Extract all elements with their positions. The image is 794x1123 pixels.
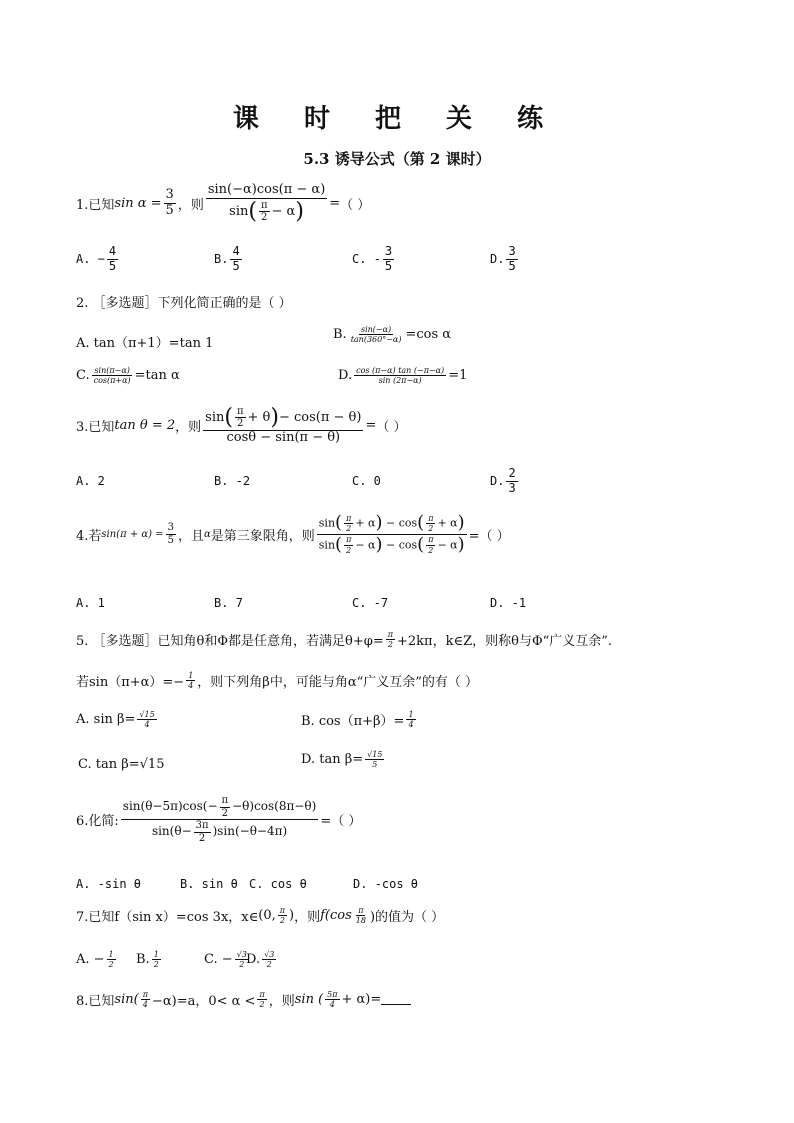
q5-option-a[interactable]: A. sin β= $\frac{√15}{4}$ bbox=[76, 710, 155, 730]
q7-option-a[interactable]: A. − $\frac{1}{2}$ bbox=[76, 950, 114, 970]
q4-option-c[interactable]: C. -7 bbox=[352, 596, 389, 610]
question-4: 4.若 sin(π + α) = $\frac{3}{5}$ ，且 α 是第三象限角，则 sin( $\frac{\pi}{2}$ + α) − cos( $\frac{\pi}{2}$ + α) sin( $\frac{\pi}{2}$ − α) − cos( $\frac{\pi}{2}$ − α) =（ ） bbox=[76, 512, 510, 555]
answer-paren: （ ） bbox=[340, 198, 371, 214]
q1-option-d[interactable]: D. $\frac{3}{5}$ bbox=[490, 244, 516, 273]
q4-option-b[interactable]: B. 7 bbox=[214, 596, 243, 610]
page-title: 课 时 把 关 练 bbox=[232, 104, 562, 134]
question-2-stem: 2. ［多选题］下列化简正确的是（ ） bbox=[76, 296, 292, 311]
question-7: 7.已知 f（sin x）=cos 3x，x∈ (0, $\frac{\pi}{2}$ ) ，则 f(cos $\frac{\pi}{18}$ )的值为（ ） bbox=[76, 906, 445, 926]
q3-option-c[interactable]: C. 0 bbox=[352, 474, 381, 489]
q7-option-d[interactable]: D. $\frac{√3}{2}$ bbox=[246, 950, 275, 970]
q5-option-d[interactable]: D. tan β= $\frac{√15}{5}$ bbox=[301, 750, 383, 770]
q2-option-b[interactable]: B. $\frac{\sin(-\alpha)}{\tan(360^\circ-\alpha)}$ =cos α bbox=[333, 325, 452, 345]
q6-option-b[interactable]: B. sin θ bbox=[180, 877, 238, 891]
q7-option-c[interactable]: C. − $\frac{√3}{2}$ bbox=[204, 950, 247, 970]
q3-option-a[interactable]: A. 2 bbox=[76, 474, 105, 489]
q1-denominator: sin( $\frac{\pi}{2}$ − α) bbox=[229, 198, 304, 224]
q6-option-c[interactable]: C. cos θ bbox=[249, 877, 307, 891]
question-1: 1.已知 sin α = $\frac{3}{5}$ ，则 sin(−α)cos(π − α) sin( $\frac{\pi}{2}$ − α) = （ ） bbox=[76, 182, 371, 224]
page-subtitle: 5.3 诱导公式（第 2 课时） bbox=[303, 150, 491, 168]
question-3: 3.已知 tan θ = 2 ，则 sin( $\frac{\pi}{2}$ + θ)− cos(π − θ) cosθ − sin(π − θ) = （ ） bbox=[76, 405, 407, 446]
q1-condition: sin α = bbox=[114, 196, 162, 212]
q6-options bbox=[76, 877, 418, 891]
q1-prefix: 1.已知 bbox=[76, 198, 115, 214]
q4-options bbox=[76, 596, 536, 610]
q1-numerator: sin(−α)cos(π − α) bbox=[207, 182, 326, 197]
q1-option-c[interactable]: C. - $\frac{3}{5}$ bbox=[352, 244, 393, 273]
question-5-line1: 5. ［多选题］已知角θ和Φ都是任意角，若满足θ+φ= $\frac{\pi}{2}$ +2kπ，k∈Z，则称θ与Φ“广义互余”. bbox=[76, 630, 613, 650]
q4-option-d[interactable]: D. -1 bbox=[490, 596, 527, 610]
q3-option-b[interactable]: B. -2 bbox=[214, 474, 251, 489]
q6-option-a[interactable]: A. -sin θ bbox=[76, 877, 142, 891]
q2-option-c[interactable]: C. $\frac{\sin(\pi-\alpha)}{\cos(\pi+\alpha)}$ =tan α bbox=[76, 366, 180, 386]
q1-expression bbox=[206, 183, 327, 224]
q1-option-b[interactable]: B. $\frac{4}{5}$ bbox=[214, 244, 240, 273]
question-5-line2: 若sin（π+α）=− $\frac{1}{4}$ ，则下列角β中，可能与角α“广义互余”的有（ ） bbox=[76, 671, 479, 691]
q4-expression: sin( $\frac{\pi}{2}$ + α) − cos( $\frac{\pi}{2}$ + α) sin( $\frac{\pi}{2}$ − α) − cos( $\frac{\pi}{2}$ − α) bbox=[318, 512, 465, 555]
q6-option-d[interactable]: D. -cos θ bbox=[353, 877, 419, 891]
q7-options bbox=[76, 950, 278, 969]
answer-blank[interactable] bbox=[381, 994, 411, 1005]
q3-expression: sin( $\frac{\pi}{2}$ + θ)− cos(π − θ) cosθ − sin(π − θ) bbox=[205, 405, 362, 446]
q3-option-d[interactable]: D. $\frac{2}{3}$ bbox=[490, 466, 516, 495]
question-6: 6.化简: sin(θ−5π)cos(− $\frac{\pi}{2}$ −θ)cos(8π−θ) sin(θ− $\frac{3\pi}{2}$ )sin(−θ−4π) =（ ） bbox=[76, 795, 362, 844]
q5-option-c[interactable]: C. tan β= √15 bbox=[78, 757, 165, 772]
q4-option-a[interactable]: A. 1 bbox=[76, 596, 105, 610]
q2-option-a[interactable]: A. tan（π+1）=tan 1 bbox=[76, 336, 214, 351]
q1-then: ，则 bbox=[177, 198, 204, 214]
q1-cond-fraction: $\frac{3}{5}$ bbox=[165, 187, 174, 219]
q6-expression: sin(θ−5π)cos(− $\frac{\pi}{2}$ −θ)cos(8π−θ) sin(θ− $\frac{3\pi}{2}$ )sin(−θ−4π) bbox=[122, 795, 317, 844]
q3-options bbox=[76, 467, 536, 496]
q1-options bbox=[76, 245, 536, 274]
q7-option-b[interactable]: B. $\frac{1}{2}$ bbox=[136, 950, 159, 970]
q5-option-b[interactable]: B. cos（π+β）= $\frac{1}{4}$ bbox=[301, 710, 414, 730]
q1-option-a[interactable]: A. − $\frac{4}{5}$ bbox=[76, 244, 117, 273]
q2-option-d[interactable]: D. $\frac{\cos (\pi-\alpha) \tan (-\pi-\alpha)}{\sin (2\pi-\alpha)}$ =1 bbox=[338, 366, 468, 386]
question-8: 8.已知 sin( $\frac{\pi}{4}$ −α)=a，0< α < $\frac{\pi}{2}$ ，则 sin ( $\frac{5\pi}{4}$ + α)= bbox=[76, 990, 411, 1009]
answer-paren: （ ） bbox=[376, 420, 407, 436]
